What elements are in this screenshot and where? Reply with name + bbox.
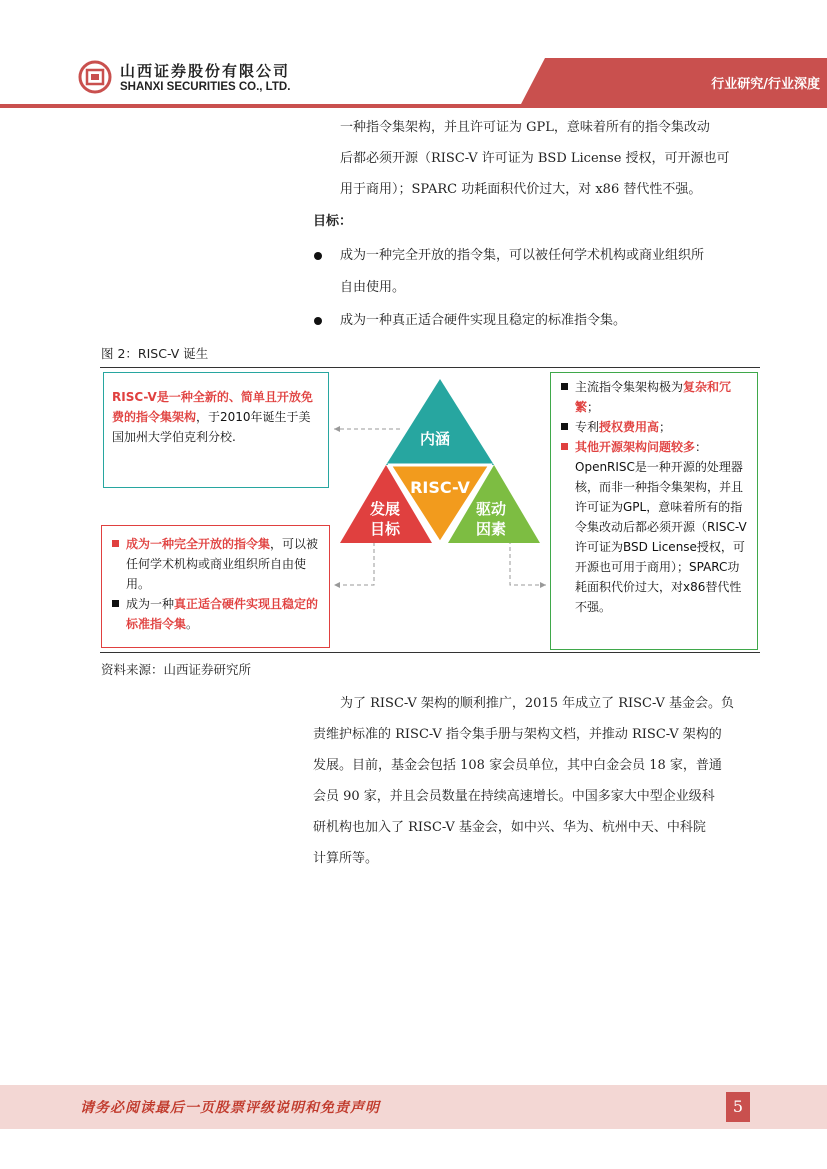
figure-source: 资料来源：山西证券研究所 — [101, 662, 252, 677]
triangle-label-left-2: 目标 — [369, 520, 400, 538]
goal-item-1-line-1: 成为一种完全开放的指令集，可以被任何学术机构或商业组织所 — [340, 248, 705, 263]
drivers-box-text: ； — [659, 420, 672, 434]
goals-box-text: 。 — [186, 617, 199, 631]
text-line: 责维护标准的 RISC-V 指令集手册与架构文档，并推动 RISC-V 架构的 — [313, 727, 722, 742]
triangle-label-right-2: 因素 — [475, 520, 506, 538]
text-line: 一种指令集架构，并且许可证为 GPL，意味着所有的指令集改动 — [340, 120, 710, 135]
bullet-icon — [314, 252, 322, 260]
drivers-box-text: ：OpenRISC是一种开源的处理器核，而非一种指令集架构，并且许可证为GPL，意味着所有的指令集改动后都必须开源（RISC-V许可证为BSD License授权，可开源也可用于商用）；SPARC功耗面积代价过大，对x86替代性不强。 — [575, 440, 747, 614]
text-line: 发展。目前，基金会包括 108 家会员单位，其中白金会员 18 家，普通 — [313, 758, 722, 773]
text-line: 研机构也加入了 RISC-V 基金会，如中兴、华为、杭州中天、中科院 — [313, 820, 706, 835]
header-divider — [0, 104, 827, 108]
text-line: 后都必须开源（RISC-V 许可证为 BSD License 授权，可开源也可 — [340, 151, 730, 166]
company-logo-icon — [78, 60, 112, 94]
goals-box-text: ，可以被任何学术机构或商业组织所自由使用。 — [126, 537, 319, 591]
figure-top-rule — [100, 367, 760, 368]
triangle-label-top: 内涵 — [419, 430, 450, 448]
drivers-box-highlight: 授权费用高 — [599, 420, 660, 434]
arrow-right-icon — [540, 582, 546, 588]
text-line: 为了 RISC-V 架构的顺利推广，2015 年成立了 RISC-V 基金会。负 — [340, 696, 734, 711]
company-name-cn: 山西证券股份有限公司 — [120, 62, 291, 80]
triangle-label-left-1: 发展 — [369, 500, 400, 518]
connotation-triangle — [386, 379, 494, 465]
drivers-box-highlight: 复杂和冗繁 — [575, 380, 732, 414]
footer-disclaimer: 请务必阅读最后一页股票评级说明和免责声明 — [80, 1100, 380, 1116]
intro-paragraph — [340, 112, 760, 205]
red-square-bullet-icon — [112, 540, 119, 547]
drivers-box-item — [559, 417, 751, 437]
red-square-bullet-icon — [561, 443, 568, 450]
connotation-highlight: RISC-V是一种全新的、简单且开放免费的指令集架构 — [112, 390, 313, 424]
goals-box-highlight: 真正适合硬件实现且稳定的标准指令集 — [126, 597, 319, 631]
goals-box-highlight: 成为一种完全开放的指令集 — [126, 537, 271, 551]
text-line: 会员 90 家，并且会员数量在持续高速增长。中国多家大中型企业级科 — [313, 789, 715, 804]
drivers-box-text: 专利 — [575, 420, 600, 434]
goals-box-item — [110, 594, 323, 634]
goals-box-item — [110, 534, 323, 594]
connotation-box — [103, 372, 329, 488]
drivers-box — [550, 372, 758, 650]
foundation-paragraph — [313, 688, 753, 874]
goal-item-2: 成为一种真正适合硬件实现且稳定的标准指令集。 — [340, 313, 627, 328]
text-line: 用于商用）；SPARC 功耗面积代价过大，对 x86 替代性不强。 — [340, 182, 702, 197]
company-name-en: SHANXI SECURITIES CO., LTD. — [120, 81, 291, 93]
report-category: 行业研究/行业深度 — [711, 77, 820, 92]
drivers-box-item — [559, 377, 751, 417]
goal-item-1-line-2: 自由使用。 — [340, 280, 406, 295]
bullet-icon — [314, 317, 322, 325]
drivers-box-text: 主流指令集架构极为 — [575, 380, 684, 394]
square-bullet-icon — [112, 600, 119, 607]
triangle-label-center: RISC-V — [410, 478, 470, 497]
drivers-box-item — [559, 437, 751, 617]
text-line: 计算所等。 — [313, 851, 379, 866]
page-number: 5 — [726, 1092, 750, 1122]
square-bullet-icon — [561, 383, 568, 390]
goals-heading: 目标： — [313, 214, 353, 229]
drivers-box-highlight: 其他开源架构问题较多 — [575, 440, 696, 454]
square-bullet-icon — [561, 423, 568, 430]
figure-bottom-rule — [100, 652, 760, 653]
drivers-box-text: ； — [587, 400, 600, 414]
figure-caption: 图 2：RISC-V 诞生 — [101, 346, 209, 361]
arrow-left-icon — [334, 582, 340, 588]
goals-box — [101, 525, 330, 648]
triangle-label-right-1: 驱动 — [475, 500, 506, 518]
goals-box-text: 成为一种 — [126, 597, 175, 611]
connotation-text: ，于2010年诞生于美国加州大学伯克利分校. — [112, 410, 311, 444]
